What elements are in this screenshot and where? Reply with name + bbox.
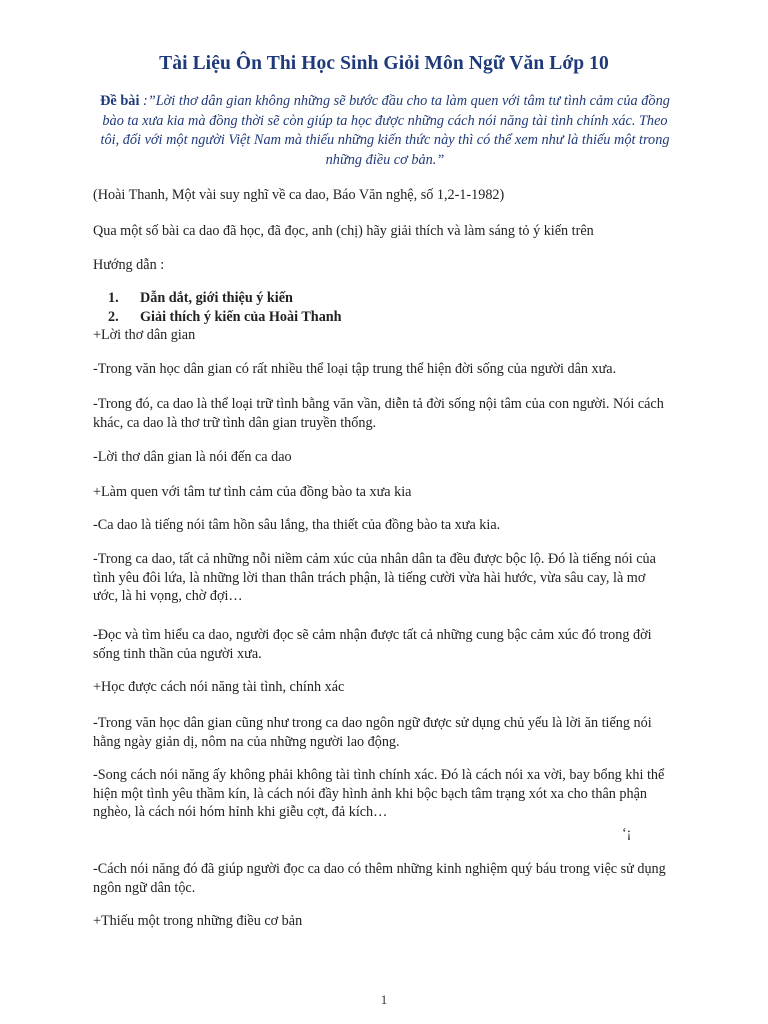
source-citation: (Hoài Thanh, Một vài suy nghĩ về ca dao, Báo Văn nghệ, số 1,2-1-1982)	[93, 187, 505, 203]
prompt-quote: :”Lời thơ dân gian không những sẽ bước đầu cho ta làm quen với tâm tư tình cảm của đồng bào ta xưa kia mà đồng thời sẽ còn giúp ta học được những cách nói năng tài tình chính xác. Theo tôi, đối với một người Việt Nam mà thiếu những kiến thức này thì có thể xem như là thiếu một trong những điều cơ bản.”	[100, 93, 670, 168]
paragraph: +Thiếu một trong những điều cơ bản	[93, 913, 303, 929]
prompt-lead: Đề bài	[100, 93, 140, 109]
essay-prompt	[95, 92, 675, 170]
paragraph: -Trong đó, ca dao là thể loại trữ tình bằng văn vần, diễn tả đời sống nội tâm của con người. Nói cách khác, ca dao là thơ trữ tình dân gian truyền thống.	[93, 396, 664, 431]
page-number: 1	[380, 992, 388, 1007]
paragraph: -Cách nói năng đó đã giúp người đọc ca dao có thêm những kinh nghiệm quý báu trong việc sử dụng ngôn ngữ dân tộc.	[93, 861, 666, 896]
paragraph: -Song cách nói năng ấy không phải không tài tình chính xác. Đó là cách nói xa vời, bay bổng khi thể hiện một tình yêu thầm kín, là cách nói đầy hình ảnh khi bộc bạch tâm trạng xót xa cho thân phận nghèo, là cách nói hóm hỉnh khi giễu cợt, đả kích…	[93, 767, 665, 820]
outline-list	[108, 289, 342, 326]
paragraph: -Ca dao là tiếng nói tâm hồn sâu lắng, tha thiết của đồng bào ta xưa kia.	[93, 517, 501, 533]
paragraph: +Học được cách nói năng tài tình, chính xác	[93, 679, 345, 695]
document-title: Tài Liệu Ôn Thi Học Sinh Giỏi Môn Ngữ Văn Lớp 10	[159, 53, 609, 74]
paragraph: -Trong văn học dân gian có rất nhiều thể loại tập trung thể hiện đời sống của người dân xưa.	[93, 361, 617, 377]
stray-mark: ‘¡	[622, 826, 632, 841]
outline-number: 1.	[108, 290, 119, 306]
paragraph: -Trong văn học dân gian cũng như trong ca dao ngôn ngữ được sử dụng chủ yếu là lời ăn tiếng nói hằng ngày giản dị, nôm na của những người lao động.	[93, 715, 652, 750]
outline-text: Dẫn dắt, giới thiệu ý kiến	[140, 290, 293, 306]
paragraph: +Lời thơ dân gian	[93, 327, 196, 343]
outline-text: Giải thích ý kiến của Hoài Thanh	[140, 308, 342, 325]
outline-number: 2.	[108, 308, 119, 325]
outline-item	[108, 308, 342, 327]
paragraph: -Lời thơ dân gian là nói đến ca dao	[93, 449, 292, 465]
task-statement: Qua một số bài ca dao đã học, đã đọc, anh (chị) hãy giải thích và làm sáng tỏ ý kiến trên	[93, 223, 594, 239]
paragraph: -Đọc và tìm hiểu ca dao, người đọc sẽ cảm nhận được tất cả những cung bậc cảm xúc đó trong đời sống tinh thần của người xưa.	[93, 627, 652, 662]
paragraph: +Làm quen với tâm tư tình cảm của đồng bào ta xưa kia	[93, 484, 412, 500]
paragraph: -Trong ca dao, tất cả những nỗi niềm cảm xúc của nhân dân ta đều được bộc lộ. Đó là tiếng nói của tình yêu đôi lứa, là những lời than thân trách phận, là tiếng cười vừa hài hước, vừa sâu cay, là mơ ước, là hi vọng, chờ đợi…	[93, 551, 656, 604]
outline-item	[108, 289, 342, 308]
guide-label: Hướng dẫn :	[93, 257, 165, 273]
